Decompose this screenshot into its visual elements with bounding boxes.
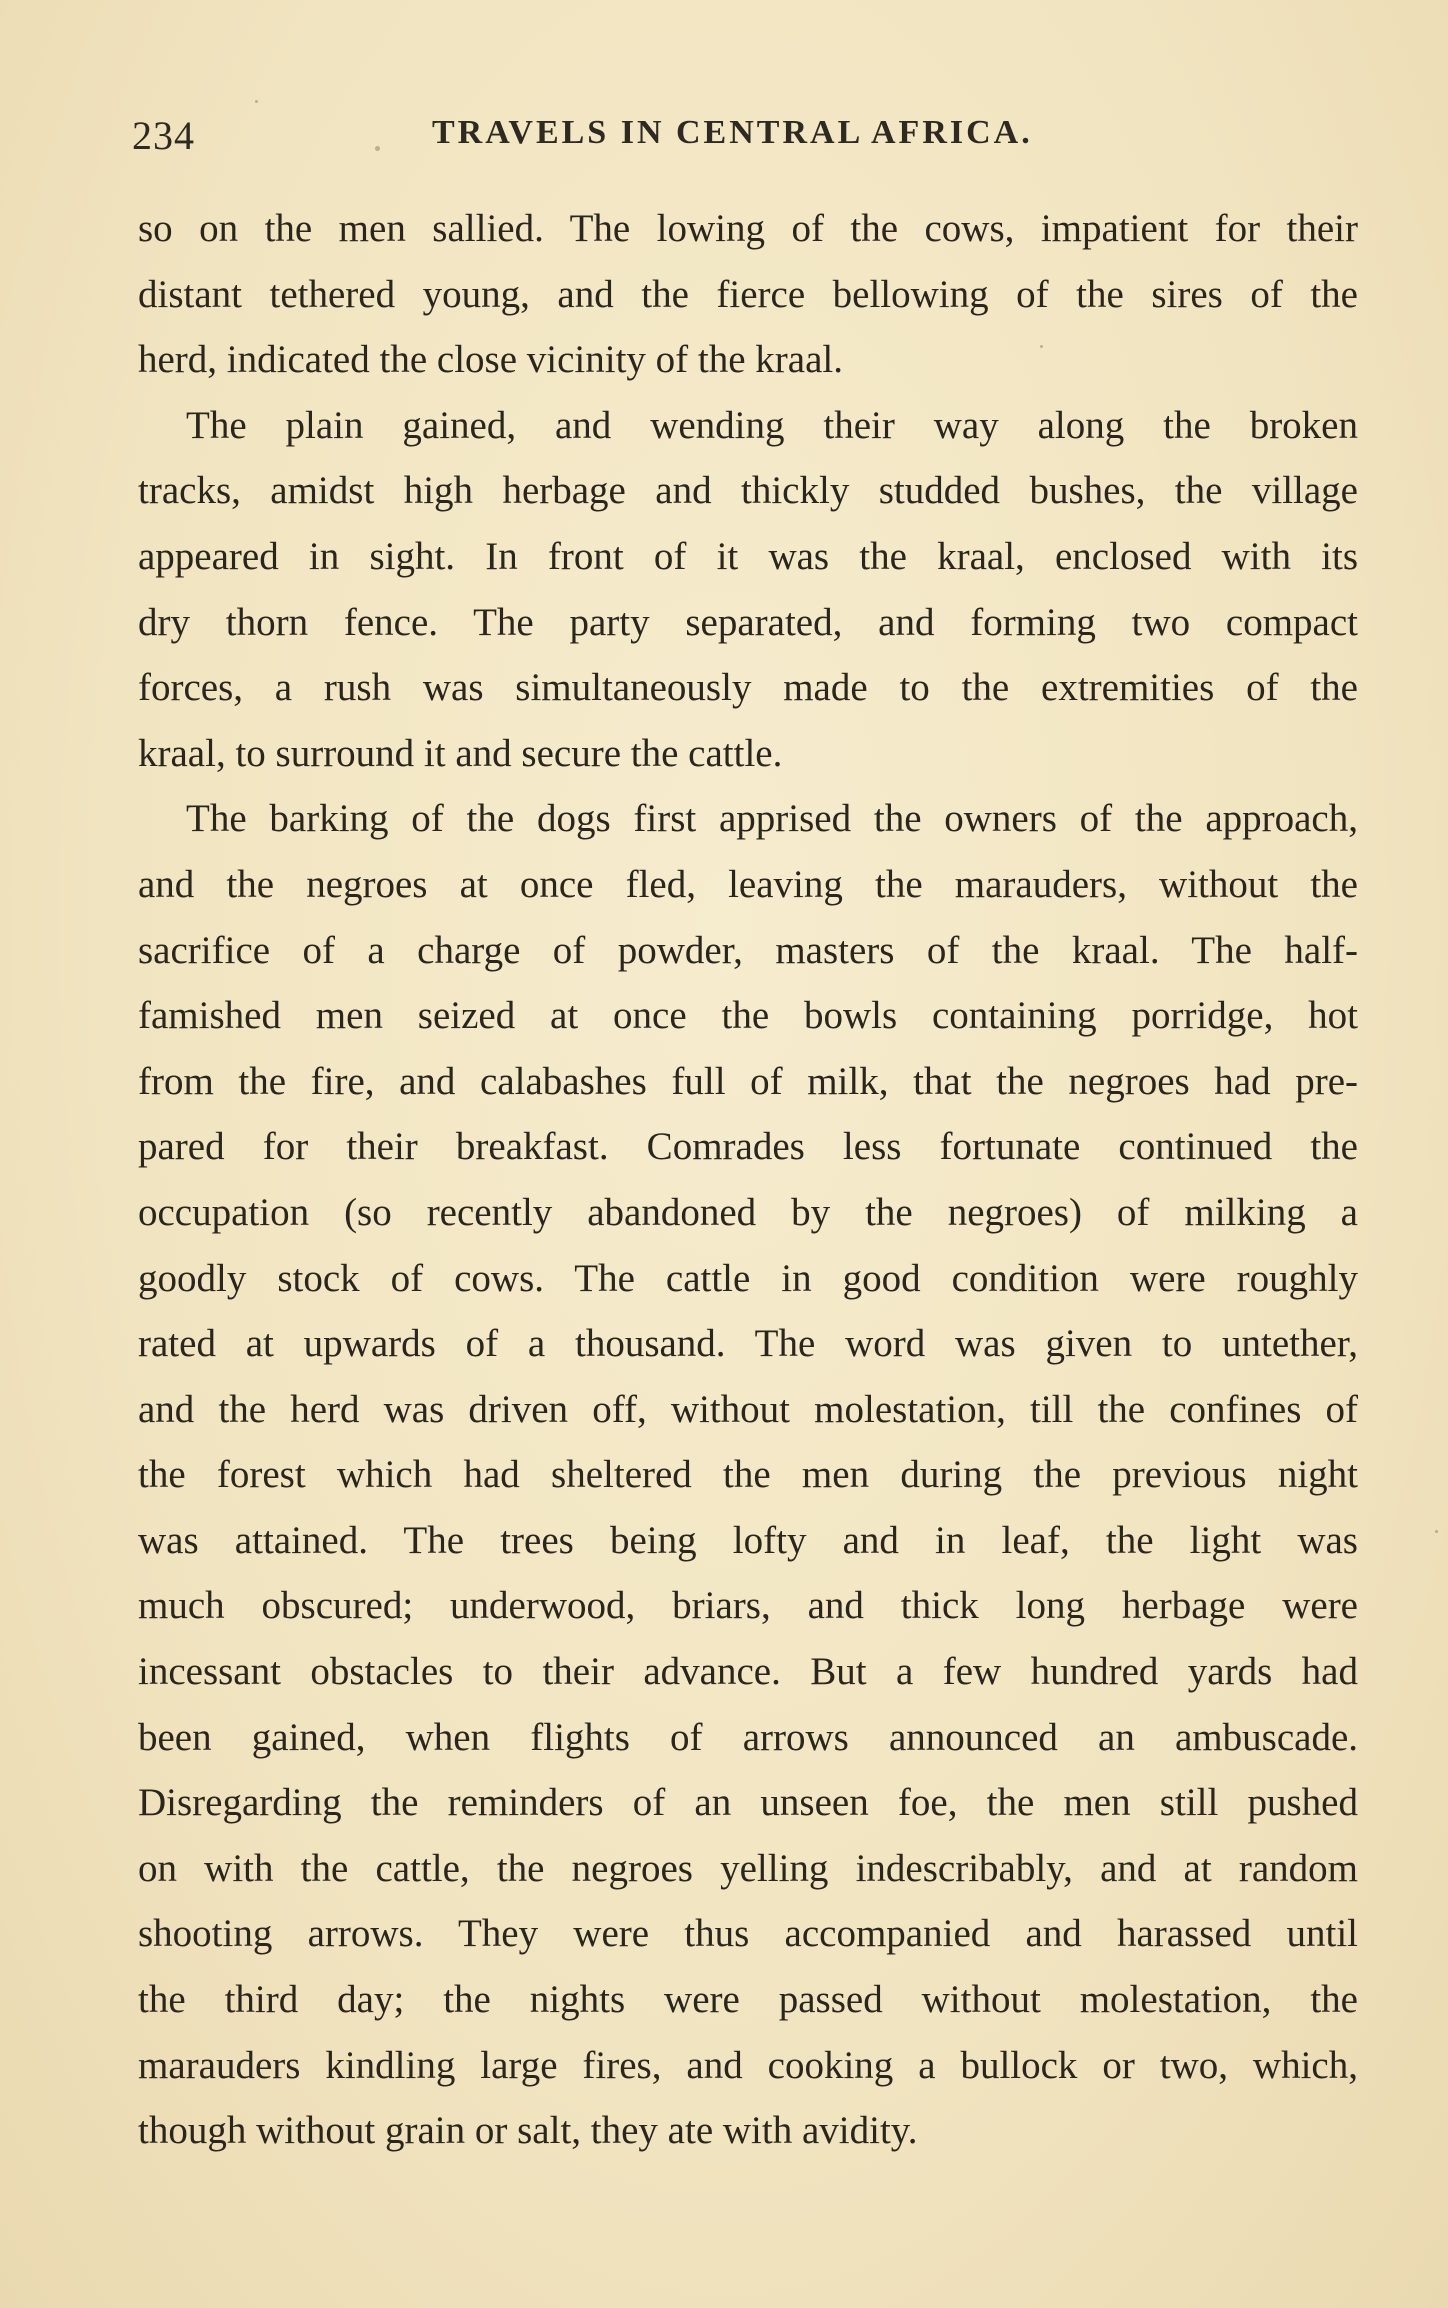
text-line: and the herd was driven off, without molestation, till the confines of bbox=[138, 1387, 1358, 1431]
paper-speck bbox=[1040, 345, 1043, 348]
text-line: appeared in sight. In front of it was the kraal, enclosed with its bbox=[138, 534, 1358, 578]
text-line: marauders kindling large fires, and cooking a bullock or two, which, bbox=[138, 2043, 1358, 2087]
text-line: kraal, to surround it and secure the cattle. bbox=[138, 731, 783, 775]
text-line: shooting arrows. They were thus accompanied and harassed until bbox=[138, 1912, 1358, 1956]
text-line: dry thorn fence. The party separated, and forming two compact bbox=[138, 600, 1358, 644]
paper-speck bbox=[1435, 1530, 1438, 1533]
text-line: and the negroes at once fled, leaving the marauders, without the bbox=[138, 862, 1358, 906]
text-line: goodly stock of cows. The cattle in good condition were roughly bbox=[138, 1256, 1358, 1300]
text-line: the third day; the nights were passed without molestation, the bbox=[138, 1978, 1358, 2022]
text-line: sacrifice of a charge of powder, masters of the kraal. The half- bbox=[138, 928, 1358, 972]
text-line: Disregarding the reminders of an unseen foe, the men still pushed bbox=[138, 1781, 1358, 1825]
text-line: much obscured; underwood, briars, and thick long herbage were bbox=[138, 1584, 1358, 1628]
text-line: on with the cattle, the negroes yelling indescribably, and at random bbox=[138, 1846, 1358, 1890]
text-line: occupation (so recently abandoned by the negroes) of milking a bbox=[138, 1190, 1358, 1234]
running-head bbox=[132, 112, 1312, 172]
text-line: rated at upwards of a thousand. The word was given to untether, bbox=[138, 1322, 1358, 1366]
text-line: incessant obstacles to their advance. But a few hundred yards had bbox=[138, 1650, 1358, 1694]
text-line: distant tethered young, and the fierce bellowing of the sires of the bbox=[138, 272, 1358, 316]
paper-speck bbox=[375, 146, 380, 151]
text-line: been gained, when flights of arrows announced an ambuscade. bbox=[138, 1715, 1358, 1759]
text-line: The barking of the dogs first apprised the owners of the approach, bbox=[186, 797, 1358, 841]
text-line: from the fire, and calabashes full of milk, that the negroes had pre- bbox=[138, 1059, 1358, 1103]
text-line: was attained. The trees being lofty and in leaf, the light was bbox=[138, 1518, 1358, 1562]
text-line: herd, indicated the close vicinity of the kraal. bbox=[138, 338, 843, 382]
running-title: TRAVELS IN CENTRAL AFRICA. bbox=[432, 114, 1033, 151]
text-line: tracks, amidst high herbage and thickly studded bushes, the village bbox=[138, 469, 1358, 513]
text-line: The plain gained, and wending their way along the broken bbox=[186, 403, 1358, 447]
page-number: 234 bbox=[132, 113, 195, 158]
body-text bbox=[138, 196, 1358, 2164]
text-line: though without grain or salt, they ate with avidity. bbox=[138, 2109, 918, 2153]
text-line: the forest which had sheltered the men during the previous night bbox=[138, 1453, 1358, 1497]
text-line: famished men seized at once the bowls containing porridge, hot bbox=[138, 994, 1358, 1038]
paper-speck bbox=[255, 100, 258, 103]
text-line: forces, a rush was simultaneously made to the extremities of the bbox=[138, 666, 1358, 710]
text-line: pared for their breakfast. Comrades less fortunate continued the bbox=[138, 1125, 1358, 1169]
text-line: so on the men sallied. The lowing of the cows, impatient for their bbox=[138, 207, 1358, 250]
